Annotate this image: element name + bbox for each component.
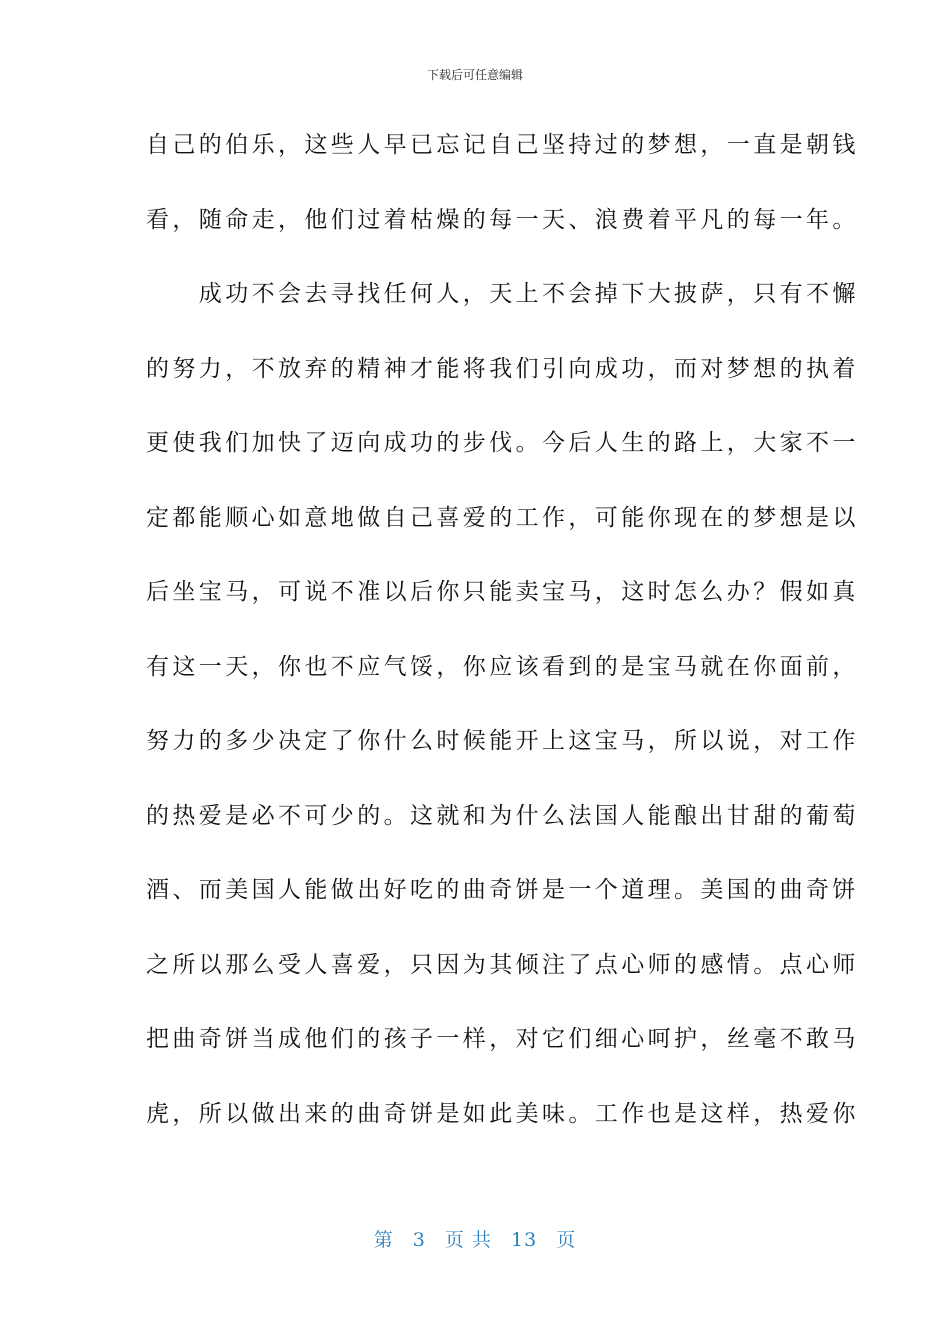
text-line: 努力的多少决定了你什么时候能开上这宝马，所以说，对工作: [146, 728, 859, 754]
text-line: 看，随命走，他们过着枯燥的每一天、浪费着平凡的每一年。: [146, 206, 859, 233]
footer-prefix: 第: [373, 1229, 394, 1251]
page-header: 下载后可任意编辑: [426, 68, 523, 82]
text-line: 的热爱是必不可少的。这就和为什么法国人能酿出甘甜的葡萄: [146, 802, 859, 829]
document-body: [146, 125, 859, 1168]
page-footer: [0, 1225, 950, 1252]
total-pages: 13: [511, 1229, 538, 1251]
text-line: 酒、而美国人能做出好吃的曲奇饼是一个道理。美国的曲奇饼: [146, 877, 859, 903]
text-line: 有这一天，你也不应气馁，你应该看到的是宝马就在你面前，: [146, 653, 859, 680]
text-line: 后坐宝马，可说不准以后你只能卖宝马，这时怎么办？假如真: [146, 579, 859, 605]
page-number: 3: [412, 1229, 426, 1251]
text-line: 把曲奇饼当成他们的孩子一样，对它们细心呵护，丝毫不敢马: [146, 1026, 859, 1052]
text-line: 的努力，不放弃的精神才能将我们引向成功，而对梦想的执着: [146, 355, 859, 382]
text-line: 自己的伯乐，这些人早已忘记自己坚持过的梦想，一直是朝钱: [146, 132, 859, 158]
text-line: 定都能顺心如意地做自己喜爱的工作，可能你现在的梦想是以: [146, 504, 859, 531]
footer-middle: 页 共: [444, 1229, 492, 1251]
text-line: 之所以那么受人喜爱，只因为其倾注了点心师的感情。点心师: [146, 951, 859, 978]
text-line: 更使我们加快了迈向成功的步伐。今后人生的路上，大家不一: [146, 430, 859, 456]
text-line: 成功不会去寻找任何人，天上不会掉下大披萨，只有不懈: [146, 281, 859, 307]
footer-suffix: 页: [556, 1229, 577, 1251]
text-line: 虎，所以做出来的曲奇饼是如此美味。工作也是这样，热爱你: [146, 1100, 859, 1127]
